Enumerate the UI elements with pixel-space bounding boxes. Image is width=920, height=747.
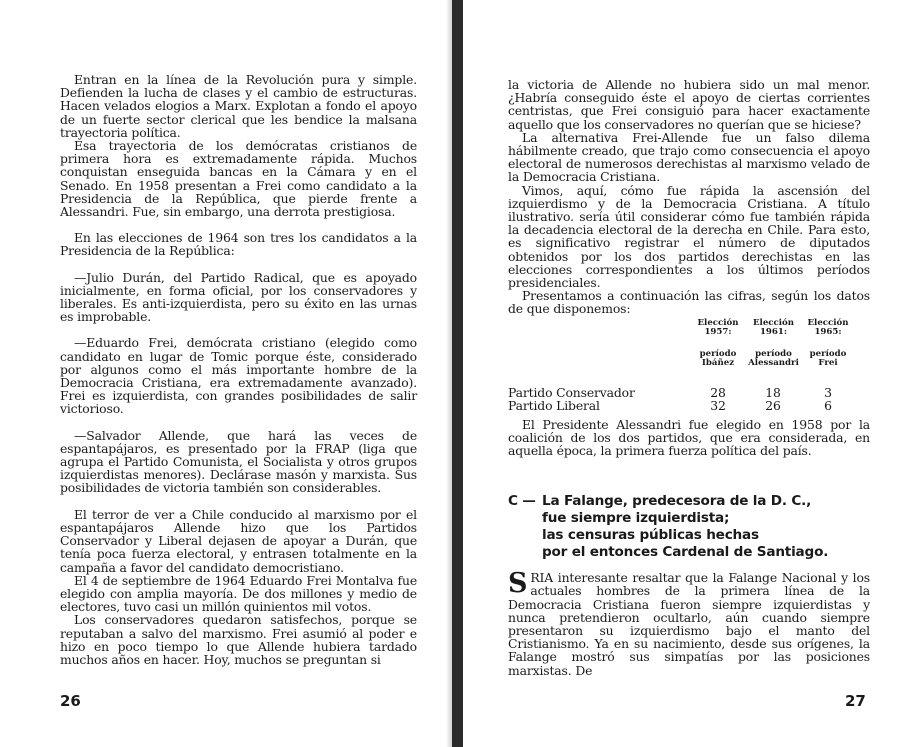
section-heading: C — La Falange, predecesora de la D. C., fue siempre izquierdista; las censuras públicas hechas por el entonces Cardenal de Santiago.: [508, 493, 829, 561]
paragraph: Los conservadores quedaron satisfechos, porque se reputaban a salvo del marxismo. Frei asumió al poder e hizo en poco tiempo lo que Allende hubiera tardado muchos años en hacer. Hoy, muchos se preguntan si: [60, 612, 417, 667]
paragraph: Presentamos a continuación las cifras, según los datos de que disponemos:: [508, 288, 870, 317]
paragraph: Esa trayectoria de los demócratas cristianos de primera hora es extremadamente rápida. Muchos conquistan enseguida bancas en la Cámara y en el Senado. En 1958 presentan a Frei como candidato a la Presidencia de la República, que pierde frente a Alessandri. Fue, sin embargo, una derrota prestigiosa.: [60, 138, 417, 220]
table-subheader: período Alessandri: [748, 348, 799, 369]
cell-value: 3: [824, 384, 832, 400]
drop-cap: S: [508, 568, 528, 600]
table-subheader: período Frei: [809, 348, 847, 369]
table-header: Elección 1961:: [753, 317, 794, 338]
paragraph: —Julio Durán, del Partido Radical, que es apoyado inicialmente, en forma oficial, por los conservadores y liberales. Es anti-izquierdista, pero su éxito en las urnas es improbable.: [60, 269, 417, 325]
paragraph: SRIA interesante resaltar que la Falange Nacional y los actuales hombres de la primera línea de la Democracia Cristiana fueron siempre izquierdistas y nunca pretendieron ocultarlo, aún cuando siempre presentaron su izquierdismo bajo el manto del Cristianismo. Ya en su nacimiento, desde sus orígenes, la Falange mostró sus simpatías por las posiciones marxistas. De: [508, 568, 870, 678]
deputies-table: [508, 316, 870, 412]
cell-value: 28: [710, 384, 726, 400]
paragraph: El 4 de septiembre de 1964 Eduardo Frei Montalva fue elegido con amplia mayoría. De dos millones y medio de electores, tuvo casi un millón quinientos mil votos.: [60, 572, 417, 615]
book-gutter: [452, 0, 463, 747]
paragraph: —Salvador Allende, que hará las veces de espantapájaros, es presentado por la FRAP (liga que agrupa el Partido Comunista, el Socialista y otros grupos izquierdistas menores). Declárase masón y marxista. Sus posibilidades de victoria también son considerables.: [60, 427, 417, 496]
table-header: Elección 1957:: [697, 317, 739, 338]
cell-value: 32: [710, 397, 726, 413]
right-page-body: [508, 78, 870, 677]
section-letter: C —: [508, 493, 536, 510]
page-number: 26: [60, 692, 81, 710]
party-name: Partido Conservador: [508, 384, 635, 400]
paragraph: Vimos, aquí, cómo fue rápida la ascensión del izquierdismo y de la Democracia Cristiana. A título ilustrativo. sería útil considerar cómo fue también rápida la decadencia electoral de la derecha en Chile. Para esto, es significativo registrar el número de diputados obtenidos por los dos partidos derechistas en las elecciones correspondientes a los últimos períodos presidenciales.: [508, 182, 870, 291]
left-page: [0, 0, 452, 747]
cell-value: 26: [765, 397, 781, 413]
paragraph: Entran en la línea de la Revolución pura y simple. Defienden la lucha de clases y el cambio de estructuras. Hacen velados elogios a Marx. Explotan a fondo el apoyo de un fuerte sector clerical que les bendice la malsana trayectoria política.: [60, 72, 417, 140]
cell-value: 18: [765, 384, 781, 400]
paragraph: El Presidente Alessandri fue elegido en 1958 por la coalición de los dos partidos, que era considerada, en aquella época, la primera fuerza política del país.: [508, 416, 870, 459]
table-row: [508, 386, 870, 399]
paragraph: la victoria de Allende no hubiera sido un mal menor. ¿Habría conseguido éste el apoyo de ciertas corrientes centristas, que Frei consiguió para hacer exactamente aquello que los conservadores no querían que se hiciese?: [508, 77, 870, 132]
right-page: [463, 0, 920, 747]
page-number: 27: [845, 692, 866, 710]
table-header: Elección 1965:: [807, 317, 849, 338]
cell-value: 6: [824, 397, 832, 413]
left-page-body: [60, 73, 417, 666]
party-name: Partido Liberal: [508, 397, 600, 413]
table-subheader: período Ibáñez: [699, 348, 737, 369]
table-row: [508, 399, 870, 412]
paragraph: —Eduardo Frei, demócrata cristiano (elegido como candidato en lugar de Tomic porque éste, considerado por algunos como el más importante hombre de la Democracia Cristiana, era extremadamente avanzado). Frei es izquierdista, con grandes posibilidades de salir victorioso.: [60, 335, 417, 417]
paragraph: La alternativa Frei-Allende fue un falso dilema hábilmente creado, que trajo como consecuencia el apoyo electoral de numerosos derechistas al marxismo velado de la Democracia Cristiana.: [508, 129, 870, 185]
paragraph: El terror de ver a Chile conducido al marxismo por el espantapájaros Allende hizo que los Partidos Conservador y Liberal dejasen de apoyar a Durán, que tenía poca fuerza electoral, y entrasen totalmente en la campaña a favor del candidato democristiano.: [60, 506, 417, 575]
paragraph: En las elecciones de 1964 son tres los candidatos a la Presidencia de la República:: [60, 230, 417, 259]
